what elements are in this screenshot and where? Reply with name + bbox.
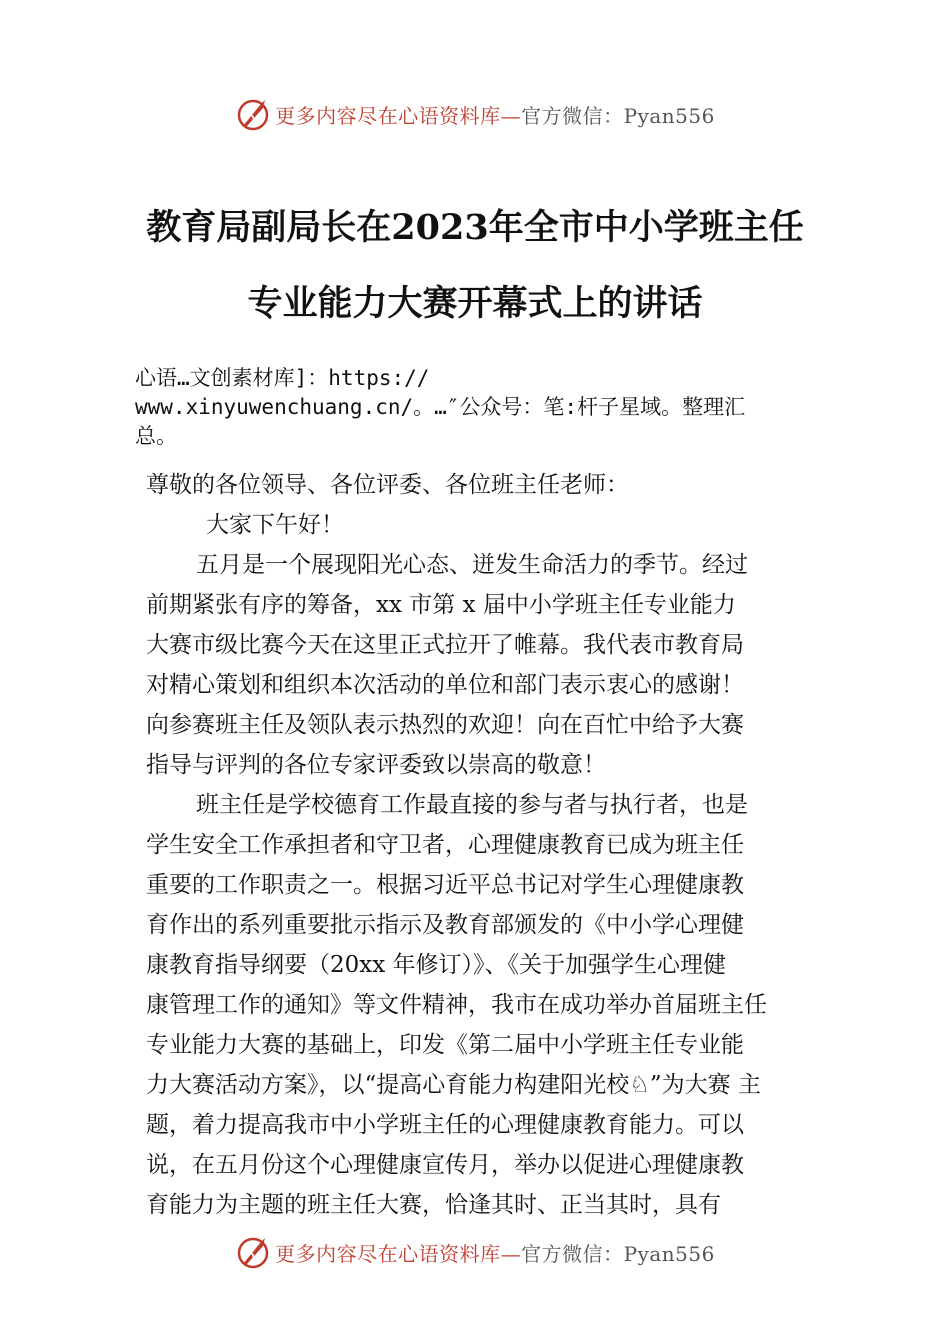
paragraph-line: 题，着力提高我市中小学班主任的心理健康教育能力。可以 [146,1112,744,1138]
paragraph-line: 说，在五月份这个心理健康宣传月，举办以促进心理健康教 [146,1152,744,1178]
source-note-line: 总。 [135,424,177,448]
header-banner-text: 更多内容尽在心语资料库—官方微信：Pyan556 [275,103,715,128]
quill-logo-icon [235,1234,271,1270]
footer-banner [0,1232,950,1272]
paragraph-line: 专业能力大赛的基础上，印发《第二届中小学班主任专业能 [146,1032,744,1058]
salutation: 尊敬的各位领导、各位评委、各位班主任老师： [146,472,629,498]
paragraph-line: 力大赛活动方案》，以“提高心育能力构建阳光校♘”为大赛 主 [146,1072,761,1098]
paragraph-line: 班主任是学校德育工作最直接的参与者与执行者，也是 [196,792,748,818]
paragraph-line: 育能力为主题的班主任大赛，恰逢其时、正当其时，具有 [146,1192,721,1218]
paragraph-line: 前期紧张有序的筹备，xx 市第 x 届中小学班主任专业能力 [146,592,736,618]
paragraph-line: 学生安全工作承担者和守卫者，心理健康教育已成为班主任 [146,832,744,858]
paragraph-line: 指导与评判的各位专家评委致以崇高的敬意！ [146,752,606,778]
paragraph-line: 向参赛班主任及领队表示热烈的欢迎！向在百忙中给予大赛 [146,712,744,738]
paragraph-line: 大赛市级比赛今天在这里正式拉开了帷幕。我代表市教育局 [146,632,744,658]
footer-wechat: 官方微信：Pyan556 [521,1241,715,1266]
source-note-line: 心语…文创素材库]：https:// [135,366,430,390]
paragraph-line: 育作出的系列重要批示指示及教育部颁发的《中小学心理健 [146,912,744,938]
source-note-line: www.xinyuwenchuang.cn/。…″公众号：笔:杆子星域。整理汇 [135,395,746,419]
source-note [135,364,835,451]
header-banner [0,94,950,134]
paragraph-line: 对精心策划和组织本次活动的单位和部门表示衷心的感谢！ [146,672,744,698]
header-wechat: 官方微信：Pyan556 [521,103,715,128]
footer-banner-text: 更多内容尽在心语资料库—官方微信：Pyan556 [275,1241,715,1266]
quill-logo-icon [235,96,271,132]
paragraph-line: 康教育指导纲要（20xx 年修订）》、《关于加强学生心理健 [146,952,727,978]
page-title-line-1: 教育局副局长在2023年全市中小学班主任 [146,207,804,248]
paragraph-line: 重要的工作职责之一。根据习近平总书记对学生心理健康教 [146,872,744,898]
page-title-line-2: 专业能力大赛开幕式上的讲话 [247,283,703,324]
greeting: 大家下午好！ [206,512,344,538]
paragraph-line: 五月是一个展现阳光心态、迸发生命活力的季节。经过 [196,552,748,578]
paragraph-line: 康管理工作的通知》等文件精神，我市在成功举办首届班主任 [146,992,767,1018]
speech-body [146,465,811,1225]
